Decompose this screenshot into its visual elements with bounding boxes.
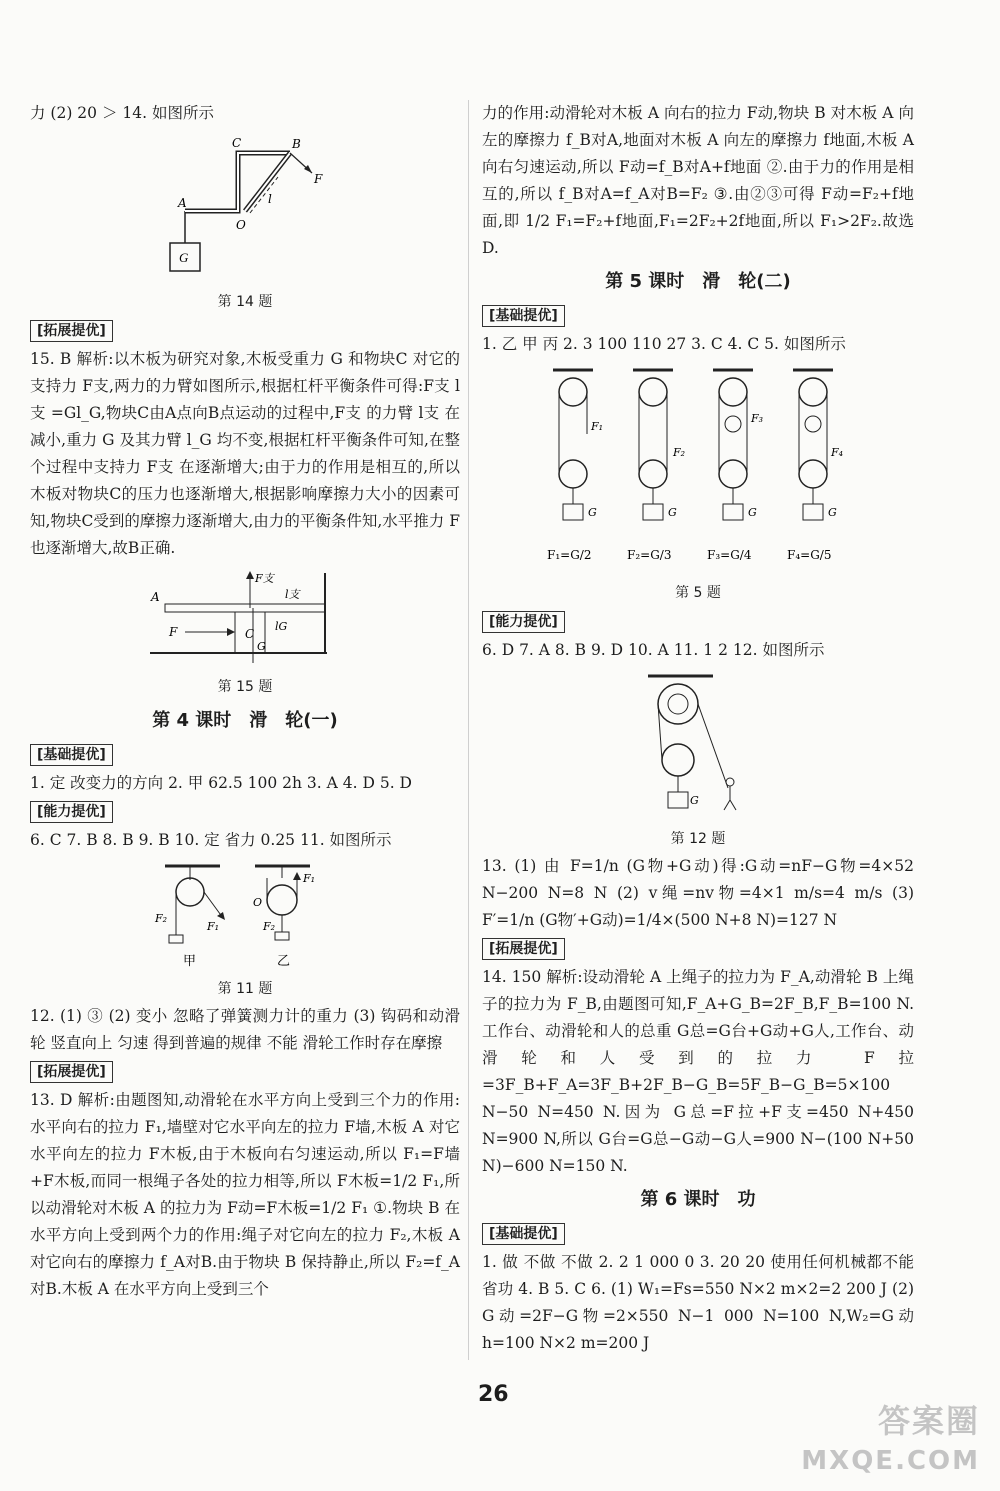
figure-5-f2-label: F₂=G/3	[627, 548, 672, 562]
figure-5-pulley-systems	[533, 364, 863, 574]
answer-text: 6. C 7. B 8. B 9. B 10. 定 省力 0.25 11. 如图所示	[30, 831, 392, 849]
svg-text:G: G	[828, 506, 837, 519]
left-column	[30, 100, 460, 1303]
svg-text:B: B	[292, 137, 301, 151]
section-label: [拓展提优]	[30, 320, 113, 342]
svg-text:lG: lG	[275, 620, 288, 633]
figure-14-caption: 第 14 题	[217, 294, 273, 310]
figure-11-yi-label: 乙	[277, 954, 291, 969]
answer-text: 力的作用:动滑轮对木板 A 向右的拉力 F动,物块 B 对木板 A 向左的摩擦力 f_B对A,地面对木板 A 向左的摩擦力 f地面,木板 A 向右匀速运动,所以 F动=f_B对A+f地面 ②.由于力的作用是相互的,所以 f_B对A=f_A对B=F₂ ③.由②③可得 F动=F₂+f地面,即 1/2 F₁=F₂+f地面,F₁=2F₂+2f地面,所以 F₁>2F₂.故选 D.	[482, 104, 914, 257]
svg-text:C: C	[232, 136, 242, 150]
pulley-system-4	[787, 370, 843, 562]
svg-text:G: G	[748, 506, 757, 519]
answer-text: 12. (1) ③ (2) 变小 忽略了弹簧测力计的重力 (3) 钩码和动滑轮 竖直向上 匀速 得到普遍的规律 不能 滑轮工作时存在摩擦	[30, 1007, 460, 1052]
figure-14-lever-diagram	[160, 133, 330, 283]
svg-text:F₄: F₄	[831, 446, 844, 459]
svg-text:F₂: F₂	[263, 920, 276, 933]
figure-5-f1-label: F₁=G/2	[547, 548, 592, 562]
section-label: [基础提优]	[482, 1223, 565, 1245]
svg-text:l: l	[268, 192, 272, 206]
svg-text:F₁: F₁	[303, 872, 316, 885]
answer-text: 力 (2) 20 ＞ 14. 如图所示	[30, 104, 214, 122]
svg-text:F₃: F₃	[751, 412, 764, 425]
answer-text: 1. 定 改变力的方向 2. 甲 62.5 100 2h 3. A 4. D 5. D	[30, 774, 412, 792]
figure-15-board-diagram	[145, 568, 345, 668]
svg-text:G: G	[668, 506, 677, 519]
figure-5-f4-label: F₄=G/5	[787, 548, 832, 562]
svg-text:F₁: F₁	[591, 420, 604, 433]
section-label: [拓展提优]	[30, 1061, 113, 1083]
right-column	[482, 100, 914, 1357]
answer-text: 1. 乙 甲 丙 2. 3 100 110 27 3. C 4. C 5. 如图所示	[482, 335, 846, 353]
page-number: 26	[478, 1382, 509, 1407]
lesson-heading: 第 6 课时 功	[640, 1189, 756, 1210]
lesson-heading: 第 4 课时 滑 轮(一)	[152, 710, 338, 731]
answer-text: 13. (1) 由 F=1/n (G物+G动)得:G动=nF−G物=4×52 N−200 N=8 N (2) v绳=nv物=4×1 m/s=4 m/s (3) F′=1/n (G物′+G动)=1/4×(500 N+8 N)=127 N	[482, 857, 914, 929]
svg-text:G: G	[179, 250, 189, 265]
svg-text:F支: F支	[255, 572, 274, 585]
answer-text: 13. D 解析:由题图知,动滑轮在水平方向上受到三个力的作用:水平向右的拉力 F₁,墙壁对它水平向左的拉力 F墙,木板 A 对它水平向左的拉力 F木板,由于木板向右匀速运动,所以 F₁=F墙+F木板,而同一根绳子各处的拉力相等,所以 F木板=1/2 F₁,所以动滑轮对木板 A 的拉力为 F动=F木板=1/2 F₁ ①.物块 B 在水平方向上受到两个力的作用:绳子对它向左的拉力 F₂,木板 A 对它向右的摩擦力 f_A对B.由于物块 B 保持静止,所以 F₂=f_A对B.木板 A 在水平方向上受到三个	[30, 1091, 460, 1298]
pulley-system-3	[707, 370, 763, 562]
figure-11-jia-label: 甲	[183, 954, 197, 969]
svg-text:G: G	[690, 794, 699, 807]
figure-11-caption: 第 11 题	[217, 981, 273, 997]
svg-text:G: G	[257, 640, 266, 653]
svg-text:O: O	[253, 896, 263, 909]
answer-text: 6. D 7. A 8. B 9. D 10. A 11. 1 2 12. 如图所示	[482, 641, 825, 659]
svg-text:F: F	[169, 625, 178, 639]
watermark-text: 答案圈	[877, 1402, 980, 1440]
figure-12-pulley-person	[638, 670, 758, 820]
answer-text: 1. 做 不做 不做 2. 2 1 000 0 3. 20 20 使用任何机械都不能省功 4. B 5. C 6. (1) W₁=Fs=550 N×2 m×2=2 200 J (2) G动=2F−G物=2×550 N−1 000 N=100 N,W₂=G动 h=100 N×2 m=200 J	[482, 1253, 914, 1352]
pulley-system-1	[547, 370, 603, 562]
svg-text:F₂: F₂	[673, 446, 686, 459]
answer-text: 14. 150 解析:设动滑轮 A 上绳子的拉力为 F_A,动滑轮 B 上绳子的拉力为 F_B,由题图可知,F_A+G_B=2F_B,F_B=100 N.工作台、动滑轮和人的总重 G总=G台+G动+G人,工作台、动滑轮和人受到的拉力 F拉=3F_B+F_A=3F_B+2F_B−G_B=5F_B−G_B=5×100 N−50 N=450 N.因为 G总=F拉+F支=450 N+450 N=900 N,所以 G台=G总−G动−G人=900 N−(100 N+50 N)−600 N=150 N.	[482, 968, 914, 1175]
section-label: [拓展提优]	[482, 938, 565, 960]
svg-text:F₂: F₂	[155, 912, 168, 925]
figure-5-f3-label: F₃=G/4	[707, 548, 752, 562]
figure-15-caption: 第 15 题	[217, 679, 273, 695]
svg-text:A: A	[178, 196, 187, 210]
svg-text:G: G	[588, 506, 597, 519]
figure-12-caption: 第 12 题	[670, 831, 726, 847]
svg-text:F: F	[314, 172, 323, 186]
lesson-heading: 第 5 课时 滑 轮(二)	[605, 271, 791, 292]
answer-text: 15. B 解析:以木板为研究对象,木板受重力 G 和物块C 对它的支持力 F支,两力的力臂如图所示,根据杠杆平衡条件可得:F支 l支 =Gl_G,物块C由A点向B点运动的过程中,F支 的力臂 l支 在减小,重力 G 及其力臂 l_G 均不变,根据杠杆平衡条件可知,在整个过程中支持力 F支 在逐渐增大;由于力的作用是相互的,所以木板对物块C的压力也逐渐增大,根据影响摩擦力大小的因素可知,物块C受到的摩擦力逐渐增大,由力的平衡条件知,水平推力 F 也逐渐增大,故B正确.	[30, 350, 460, 557]
svg-text:A: A	[151, 590, 160, 604]
column-divider	[468, 100, 469, 1360]
watermark-url: MXQE.COM	[801, 1446, 980, 1476]
figure-5-caption: 第 5 题	[675, 585, 721, 601]
section-label: [能力提优]	[30, 801, 113, 823]
section-label: [能力提优]	[482, 611, 565, 633]
section-label: [基础提优]	[482, 305, 565, 327]
svg-text:C: C	[245, 627, 255, 641]
watermark-logo	[801, 1401, 980, 1481]
svg-text:l支: l支	[285, 588, 300, 601]
section-label: [基础提优]	[30, 744, 113, 766]
svg-text:O: O	[236, 218, 246, 232]
pulley-system-2	[627, 370, 685, 562]
figure-11-pulley-diagram	[145, 860, 345, 970]
svg-text:F₁: F₁	[207, 920, 220, 933]
